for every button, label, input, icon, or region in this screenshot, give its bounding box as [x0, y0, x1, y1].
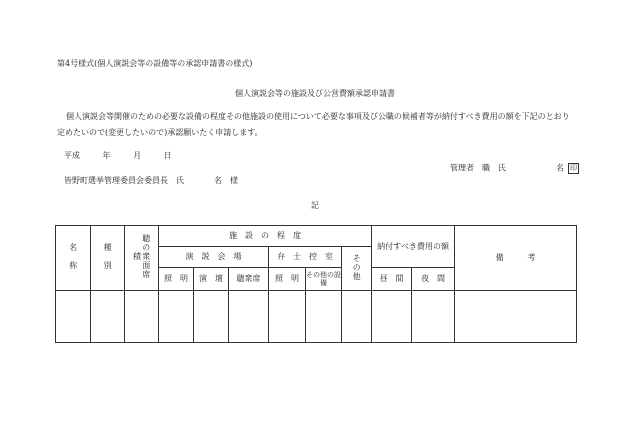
- cell-area[interactable]: [125, 291, 159, 343]
- lawyer-room-header: 弁 士 控 室: [269, 247, 342, 268]
- application-body-text: [57, 109, 577, 141]
- other-equipment-header: その他の設備: [306, 268, 342, 291]
- addressee-title: 名 様: [214, 176, 238, 185]
- col-name-header: 名 称: [56, 226, 91, 291]
- document-title: 個人演説会等の施設及び公営費額承認申請書: [235, 89, 395, 98]
- manager-label: 管理者 職 氏: [450, 163, 506, 173]
- col-area-header: 聴の衆面席積: [125, 226, 159, 291]
- manager-signature-line: [450, 163, 579, 174]
- addressee-line: [64, 177, 238, 185]
- facility-table: [55, 225, 577, 343]
- ki-heading: 記: [311, 201, 319, 210]
- fee-header: 納付すべき費用の額: [372, 226, 455, 268]
- form-number: 第4号様式(個人演説会等の設備等の承認申請書の様式): [57, 59, 253, 68]
- addressee-office: 皆野町選挙管理委員会委員長 氏: [64, 176, 184, 185]
- cell-seats[interactable]: [229, 291, 269, 343]
- manager-name-label: 名: [556, 163, 564, 173]
- cell-other-equipment[interactable]: [306, 291, 342, 343]
- remarks-header: 備 考: [455, 226, 577, 291]
- col-type-header: 種 別: [91, 226, 125, 291]
- cell-name[interactable]: [56, 291, 91, 343]
- cell-podium[interactable]: [194, 291, 229, 343]
- cell-lighting[interactable]: [159, 291, 194, 343]
- date-era: 平成: [64, 151, 80, 160]
- seal-mark: 印: [570, 164, 577, 172]
- body-paragraph: 個人演説会等開催のための必要な設備の程度その他施設の使用について必要な事項及び公職の候補者等が納付すべき費用の額を下記のとおり定めたいので(変更したいので)承認願いたく申請します。: [57, 112, 570, 137]
- application-date: [64, 152, 172, 160]
- podium-header: 演 壇: [194, 268, 229, 291]
- cell-other[interactable]: [342, 291, 372, 343]
- night-header: 夜 間: [412, 268, 455, 291]
- cell-daytime[interactable]: [372, 291, 412, 343]
- cell-night[interactable]: [412, 291, 455, 343]
- date-month: 月: [133, 151, 142, 160]
- hall-header: 演 説 会 場: [159, 247, 269, 268]
- facility-header: 施 設 の 程 度: [159, 226, 372, 247]
- date-year: 年: [102, 151, 111, 160]
- table-row: [56, 291, 577, 343]
- seats-header: 聴衆席: [229, 268, 269, 291]
- cell-type[interactable]: [91, 291, 125, 343]
- date-day: 日: [163, 151, 172, 160]
- cell-lighting2[interactable]: [269, 291, 306, 343]
- cell-remarks[interactable]: [455, 291, 577, 343]
- lighting-header: 照 明: [159, 268, 194, 291]
- daytime-header: 昼 間: [372, 268, 412, 291]
- lighting2-header: 照 明: [269, 268, 306, 291]
- other-header: その他: [342, 247, 372, 291]
